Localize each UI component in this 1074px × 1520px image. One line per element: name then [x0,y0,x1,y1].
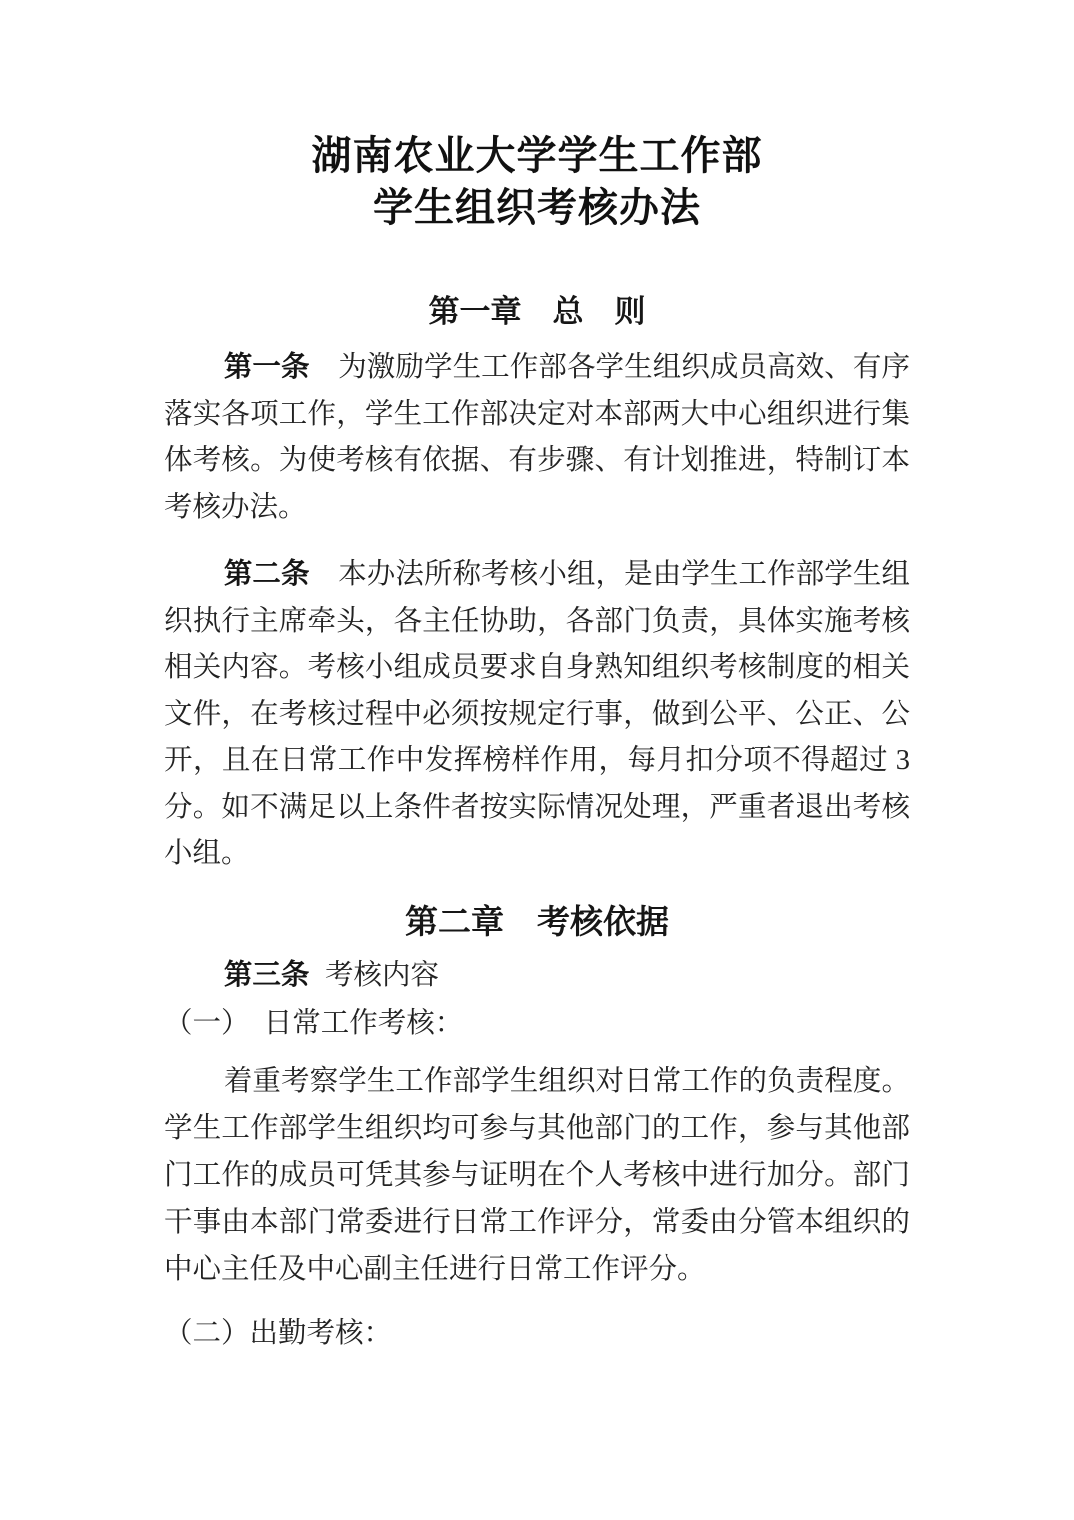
title-line-1: 湖南农业大学学生工作部 [311,133,763,178]
article-1-text: 为激励学生工作部各学生组织成员高效、有序落实各项工作，学生工作部决定对本部两大中心组织进行集体考核。为使考核有依据、有步骤、有计划推进，特制订本考核办法。 [164,352,910,523]
item-1-heading: （一） 日常工作考核： [164,1008,464,1039]
article-1-paragraph [164,344,910,531]
article-2-paragraph [164,551,910,878]
chapter-1-heading: 第一章 总 则 [428,294,646,329]
item-2-heading: （二）出勤考核： [164,1317,393,1349]
title-line-2: 学生组织考核办法 [373,185,701,230]
article-2-label: 第二条 [223,558,310,590]
item-1-paragraph: 着重考察学生工作部学生组织对日常工作的负责程度。学生工作部学生组织均可参与其他部门的工作，参与其他部门工作的成员可凭其参与证明在个人考核中进行加分。部门干事由本部门常委进行日常工作评分，常委由分管本组织的中心主任及中心副主任进行日常工作评分。 [164,1065,910,1285]
article-3-text: 考核内容 [325,959,440,991]
document-title [164,130,910,234]
article-2-text: 本办法所称考核小组，是由学生工作部学生组织执行主席牵头，各主任协助，各部门负责，具体实施考核相关内容。考核小组成员要求自身熟知组织考核制度的相关文件，在考核过程中必须按规定行事，做到公平、公正、公开，且在日常工作中发挥榜样作用，每月扣分项不得超过 3 分。如不满足以上条件者按实际情况处理，严重者退出考核小组。 [164,559,910,869]
chapter-2-heading: 第二章 考核依据 [405,902,669,940]
article-3-label: 第三条 [223,958,310,991]
article-3-line [164,952,910,1000]
document-content [0,130,1074,1357]
article-1-label: 第一条 [223,351,310,383]
